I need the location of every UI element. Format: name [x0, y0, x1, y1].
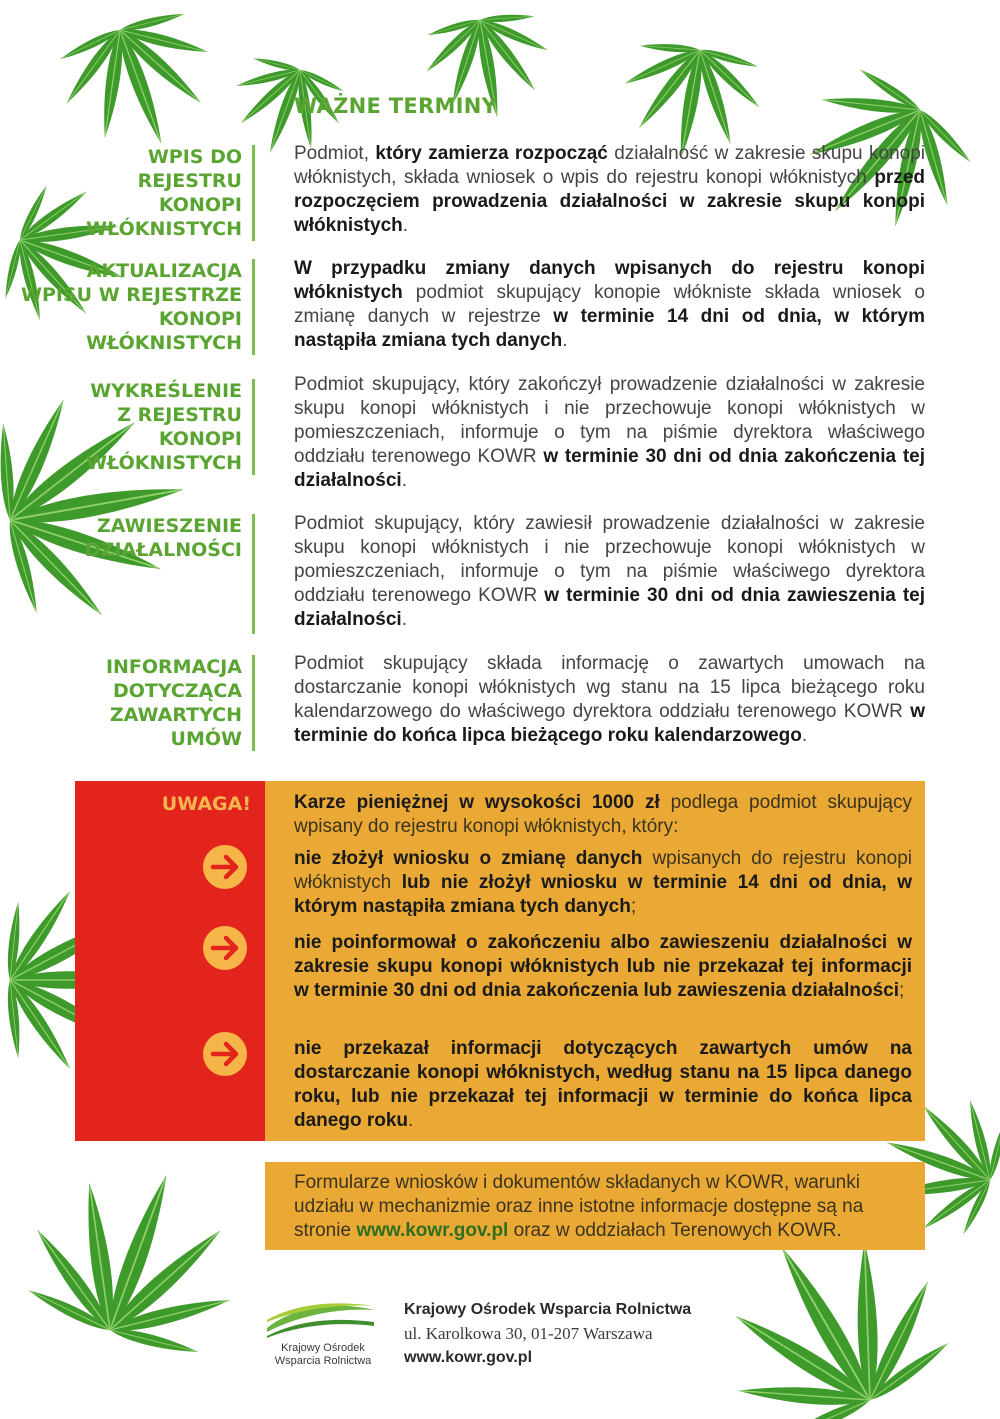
- section-label: [12, 655, 255, 751]
- label-line: AKTUALIZACJA: [86, 260, 242, 282]
- label-line: WYKREŚLENIE: [90, 380, 242, 402]
- logo-line: Wsparcia Rolnictwa: [274, 1355, 372, 1367]
- uwaga-title: UWAGA!: [161, 793, 251, 815]
- section-text: Podmiot skupujący składa informację o zawartych umowach na dostarczanie konopi włóknistych wg stanu na 15 lipca bieżącego roku kalendarzowego do właściwego dyrektora oddziału terenowego KOWR w terminie do końca lipca bieżącego roku kalendarzowego.: [294, 653, 925, 746]
- arrow-right-icon: [203, 845, 247, 889]
- uwaga-panel: [75, 781, 265, 1141]
- uwaga-item: nie przekazał informacji dotyczących zawartych umów na dostarczanie konopi włóknistych, według stanu na 15 lipca danego roku, lub nie przekazał tej informacji w terminie do końca lipca danego roku.: [294, 1038, 912, 1131]
- section-text: Podmiot skupujący, który zakończył prowadzenie działalności w zakresie skupu konopi włóknistych i nie przechowuje konopi włóknistych w pomieszczeniach, informuje o tym na piśmie dyrektora właściwego oddziału terenowego KOWR w terminie 30 dni od dnia zakończenia tej działalności.: [294, 374, 925, 491]
- section-text: W przypadku zmiany danych wpisanych do rejestru konopi włóknistych podmiot skupujący konopie włókniste składa wniosek o zmianę danych w rejestrze w terminie 14 dni od dnia, w którym nastąpiła zmiana tych danych.: [294, 258, 925, 351]
- uwaga-content: [265, 781, 925, 1141]
- label-line: WŁÓKNISTYCH: [86, 218, 242, 240]
- label-line: ZAWARTYCH: [109, 704, 242, 726]
- footer: [404, 1298, 691, 1370]
- label-line: REJESTRU: [137, 170, 242, 192]
- label-line: KONOPI: [158, 308, 242, 330]
- uwaga-intro: Karze pieniężnej w wysokości 1000 zł podlega podmiot skupujący wpisany do rejestru konopi włóknistych, który:: [294, 792, 912, 837]
- kowr-logo: [262, 1300, 377, 1370]
- label-line: WŁÓKNISTYCH: [86, 332, 242, 354]
- section-label: [12, 145, 255, 241]
- logo-line: Krajowy Ośrodek: [281, 1342, 365, 1354]
- page-heading: WAŻNE TERMINY: [294, 94, 498, 118]
- label-line: Z REJESTRU: [117, 404, 242, 426]
- section-label: [12, 379, 255, 475]
- uwaga-item: nie poinformował o zakończeniu albo zawieszeniu działalności w zakresie skupu konopi włóknistych lub nie przekazał tej informacji w terminie 30 dni od dnia zakończenia lub zawieszenia działalności;: [294, 932, 912, 1001]
- footer-website-link[interactable]: www.kowr.gov.pl: [404, 1349, 533, 1366]
- section-label: [12, 514, 255, 634]
- arrow-right-icon: [203, 1032, 247, 1076]
- label-line: KONOPI: [158, 194, 242, 216]
- label-line: UMÓW: [170, 728, 242, 750]
- label-line: WPISU W REJESTRZE: [21, 284, 242, 306]
- label-line: WŁÓKNISTYCH: [86, 452, 242, 474]
- section-label: [12, 259, 255, 355]
- section-text: Podmiot, który zamierza rozpocząć działalność w zakresie skupu konopi włóknistych, składa wniosek o wpis do rejestru konopi włóknistych przed rozpoczęciem prowadzenia działalności w zakresie skupu konopi włóknistych.: [294, 143, 926, 236]
- section-text: Podmiot skupujący, który zawiesił prowadzenie działalności w zakresie skupu konopi włóknistych i nie przechowuje konopi włóknistych w pomieszczeniach, informuje o tym na piśmie właściwego dyrektora oddziału terenowego KOWR w terminie 30 dni od dnia zawieszenia tej działalności.: [294, 513, 925, 630]
- label-line: DZIAŁALNOŚCI: [84, 539, 242, 561]
- label-line: ZAWIESZENIE: [96, 515, 242, 537]
- kowr-link[interactable]: www.kowr.gov.pl: [356, 1220, 509, 1241]
- footer-address: ul. Karolkowa 30, 01-207 Warszawa: [404, 1324, 653, 1343]
- uwaga-item: nie złożył wniosku o zmianę danych wpisanych do rejestru konopi włóknistych lub nie złożył wniosku w terminie 14 dni od dnia, w którym nastąpiła zmiana tych danych;: [294, 848, 913, 917]
- arrow-right-icon: [203, 926, 247, 970]
- logo-caption: [268, 1342, 378, 1368]
- label-line: INFORMACJA: [105, 656, 242, 678]
- info-box: [265, 1162, 925, 1250]
- info-text: Formularze wniosków i dokumentów składanych w KOWR, warunki udziału w mechanizmie oraz inne istotne informacje dostępne są na stronie www.kowr.gov.pl oraz w oddziałach Terenowych KOWR.: [294, 1172, 864, 1241]
- kowr-logo-graphic: [262, 1300, 377, 1342]
- label-line: WPIS DO: [147, 146, 242, 168]
- label-line: DOTYCZĄCA: [112, 680, 242, 702]
- label-line: KONOPI: [158, 428, 242, 450]
- footer-org: Krajowy Ośrodek Wsparcia Rolnictwa: [404, 1301, 692, 1318]
